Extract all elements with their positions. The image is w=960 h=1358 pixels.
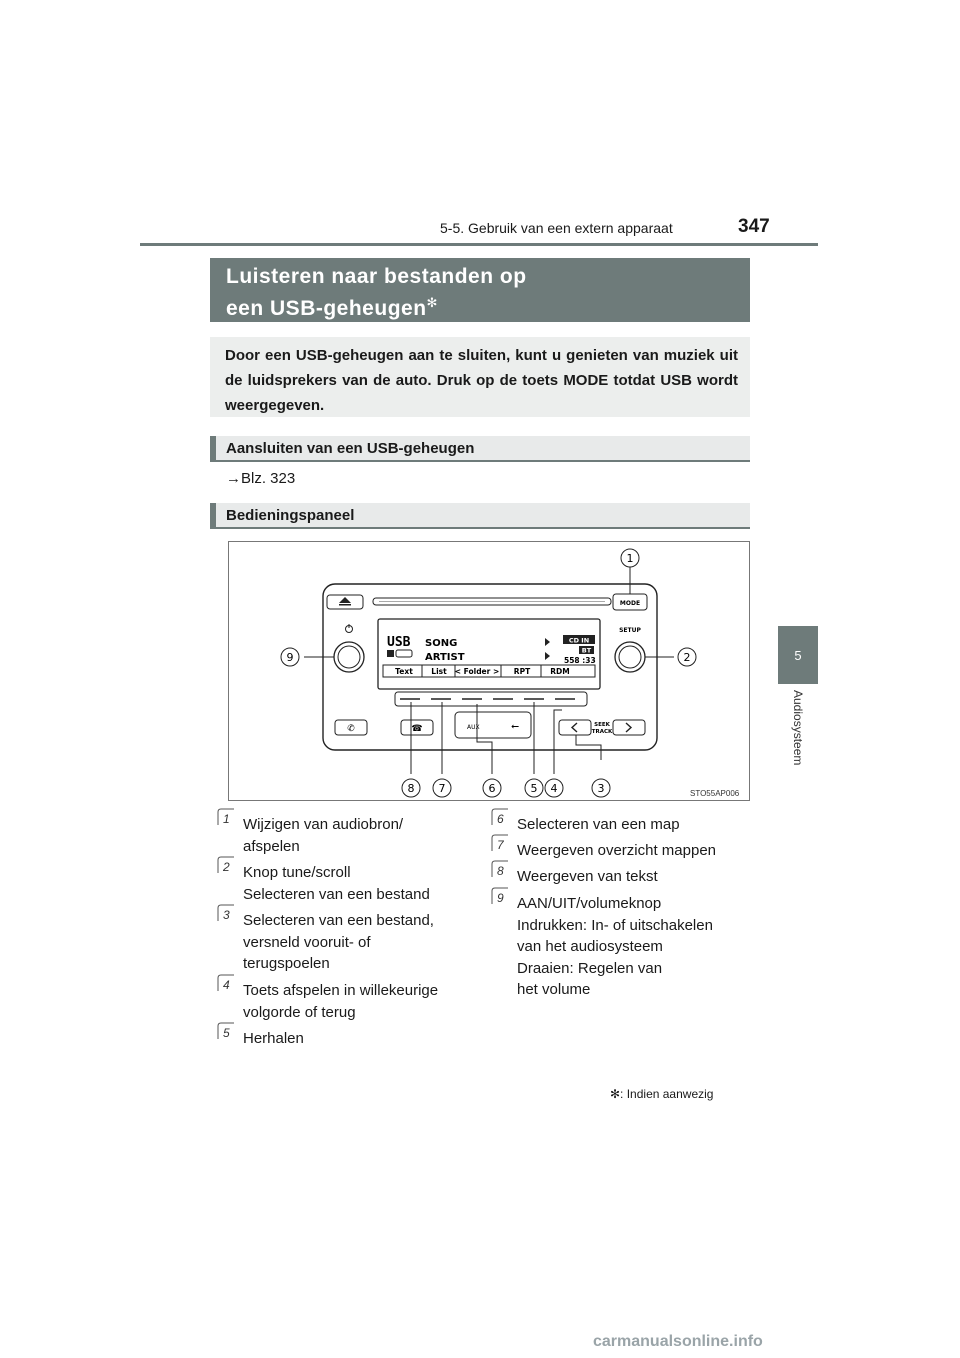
svg-text:BT: BT <box>581 646 592 655</box>
page-reference: →Blz. 323 <box>226 470 296 487</box>
legend-number: 4 <box>217 974 235 992</box>
legend-text: Selecteren van een map <box>517 816 680 833</box>
display-song: SONG <box>425 638 458 649</box>
section-header: 5-5. Gebruik van een extern apparaat <box>440 220 673 236</box>
callout-number: 5 <box>530 782 538 795</box>
callout-number: 9 <box>286 651 294 664</box>
seek-label-2: TRACK <box>591 729 613 735</box>
display-source: USB <box>387 635 411 650</box>
section-connect-heading: Aansluiten van een USB-geheugen <box>210 436 750 462</box>
legend-text: Weergeven van tekst <box>517 868 658 885</box>
display-artist: ARTIST <box>425 652 465 663</box>
soft-key-label: List <box>431 667 447 676</box>
legend-text: versneld vooruit- of <box>243 933 371 951</box>
legend-text: Toets afspelen in willekeurige <box>243 982 439 999</box>
legend-text: Wijzigen van audiobron/ <box>243 816 404 833</box>
callout-number: 8 <box>407 782 415 795</box>
legend-number: 2 <box>217 856 235 874</box>
legend-number: 6 <box>491 808 509 826</box>
legend-item <box>223 908 483 975</box>
header-rule <box>140 243 818 246</box>
display-time: 558 :33 <box>564 656 596 665</box>
legend-item <box>497 812 749 836</box>
soft-key-label: Text <box>395 667 413 676</box>
hangup-icon: ☎ <box>411 724 423 734</box>
legend-text: Weergeven overzicht mappen <box>517 842 716 859</box>
legend-text: Selecteren van een bestand <box>243 885 430 903</box>
page-title <box>210 258 750 322</box>
legend-text: AAN/UIT/volumeknop <box>517 895 662 912</box>
legend-item <box>497 891 749 1001</box>
legend-number: 8 <box>491 860 509 878</box>
aux-label: AUX <box>467 724 480 731</box>
callout-number: 2 <box>683 651 691 664</box>
section-panel-heading: Bedieningspaneel <box>210 503 750 529</box>
legend-text: Draaien: Regelen van <box>517 959 663 977</box>
legend-text: volgorde of terug <box>243 1003 356 1021</box>
callout-number: 7 <box>438 782 446 795</box>
footnote: ✻: Indien aanwezig <box>610 1087 714 1101</box>
chapter-tab: 5 <box>778 626 818 684</box>
phone-icon: ✆ <box>347 724 355 734</box>
legend-text: afspelen <box>243 837 300 855</box>
legend-item <box>223 860 483 905</box>
optional-mark: ✻ <box>426 295 438 310</box>
legend-number: 3 <box>217 904 235 922</box>
legend-number: 5 <box>217 1022 235 1040</box>
soft-key-label: RDM <box>550 667 570 676</box>
legend-item <box>497 838 749 862</box>
intro-text: Door een USB-geheugen aan te sluiten, kunt u genieten van muziek uit de luidsprekers van de auto. Druk op de toets MODE totdat USB wordt weergegeven. <box>210 337 750 417</box>
audio-display <box>378 619 600 689</box>
page-number: 347 <box>738 216 770 237</box>
legend-text: Indrukken: In- of uitschakelen <box>517 916 713 934</box>
legend-text: Knop tune/scroll <box>243 864 351 881</box>
legend-text: het volume <box>517 981 591 998</box>
legend-item <box>497 864 749 888</box>
legend-number: 7 <box>491 834 509 852</box>
mode-label: MODE <box>619 600 641 607</box>
control-panel-figure <box>228 541 750 801</box>
svg-text:CD IN: CD IN <box>568 636 590 645</box>
legend-text: van het audiosysteem <box>517 938 663 955</box>
chapter-label: Audiosysteem <box>791 690 805 766</box>
legend-number: 1 <box>217 808 235 826</box>
seek-back-button <box>559 720 591 735</box>
legend-number: 9 <box>491 887 509 905</box>
legend-text: Herhalen <box>243 1030 304 1047</box>
title-line-2: een USB-geheugen <box>226 297 427 320</box>
legend-text: terugspoelen <box>243 955 330 972</box>
watermark: carmanualsonline.info <box>593 1333 763 1350</box>
figure-code: STO55AP006 <box>690 789 740 798</box>
legend-item <box>223 978 483 1023</box>
usb-icon: ⭠ <box>511 721 519 732</box>
soft-key-label: < Folder > <box>454 667 500 676</box>
soft-key-label: RPT <box>513 667 531 676</box>
control-panel-illustration <box>229 542 749 800</box>
callout-number: 4 <box>550 782 558 795</box>
legend-item <box>223 1026 483 1050</box>
title-line-1: Luisteren naar bestanden op <box>226 265 527 288</box>
callout-number: 6 <box>488 782 496 795</box>
seek-label-1: SEEK <box>594 722 610 728</box>
callout-number: 3 <box>597 782 605 795</box>
callout-number: 1 <box>626 552 634 565</box>
setup-label: SETUP <box>619 627 641 634</box>
seek-forward-button <box>613 720 645 735</box>
legend-text: Selecteren van een bestand, <box>243 912 434 929</box>
legend-item <box>223 812 483 857</box>
